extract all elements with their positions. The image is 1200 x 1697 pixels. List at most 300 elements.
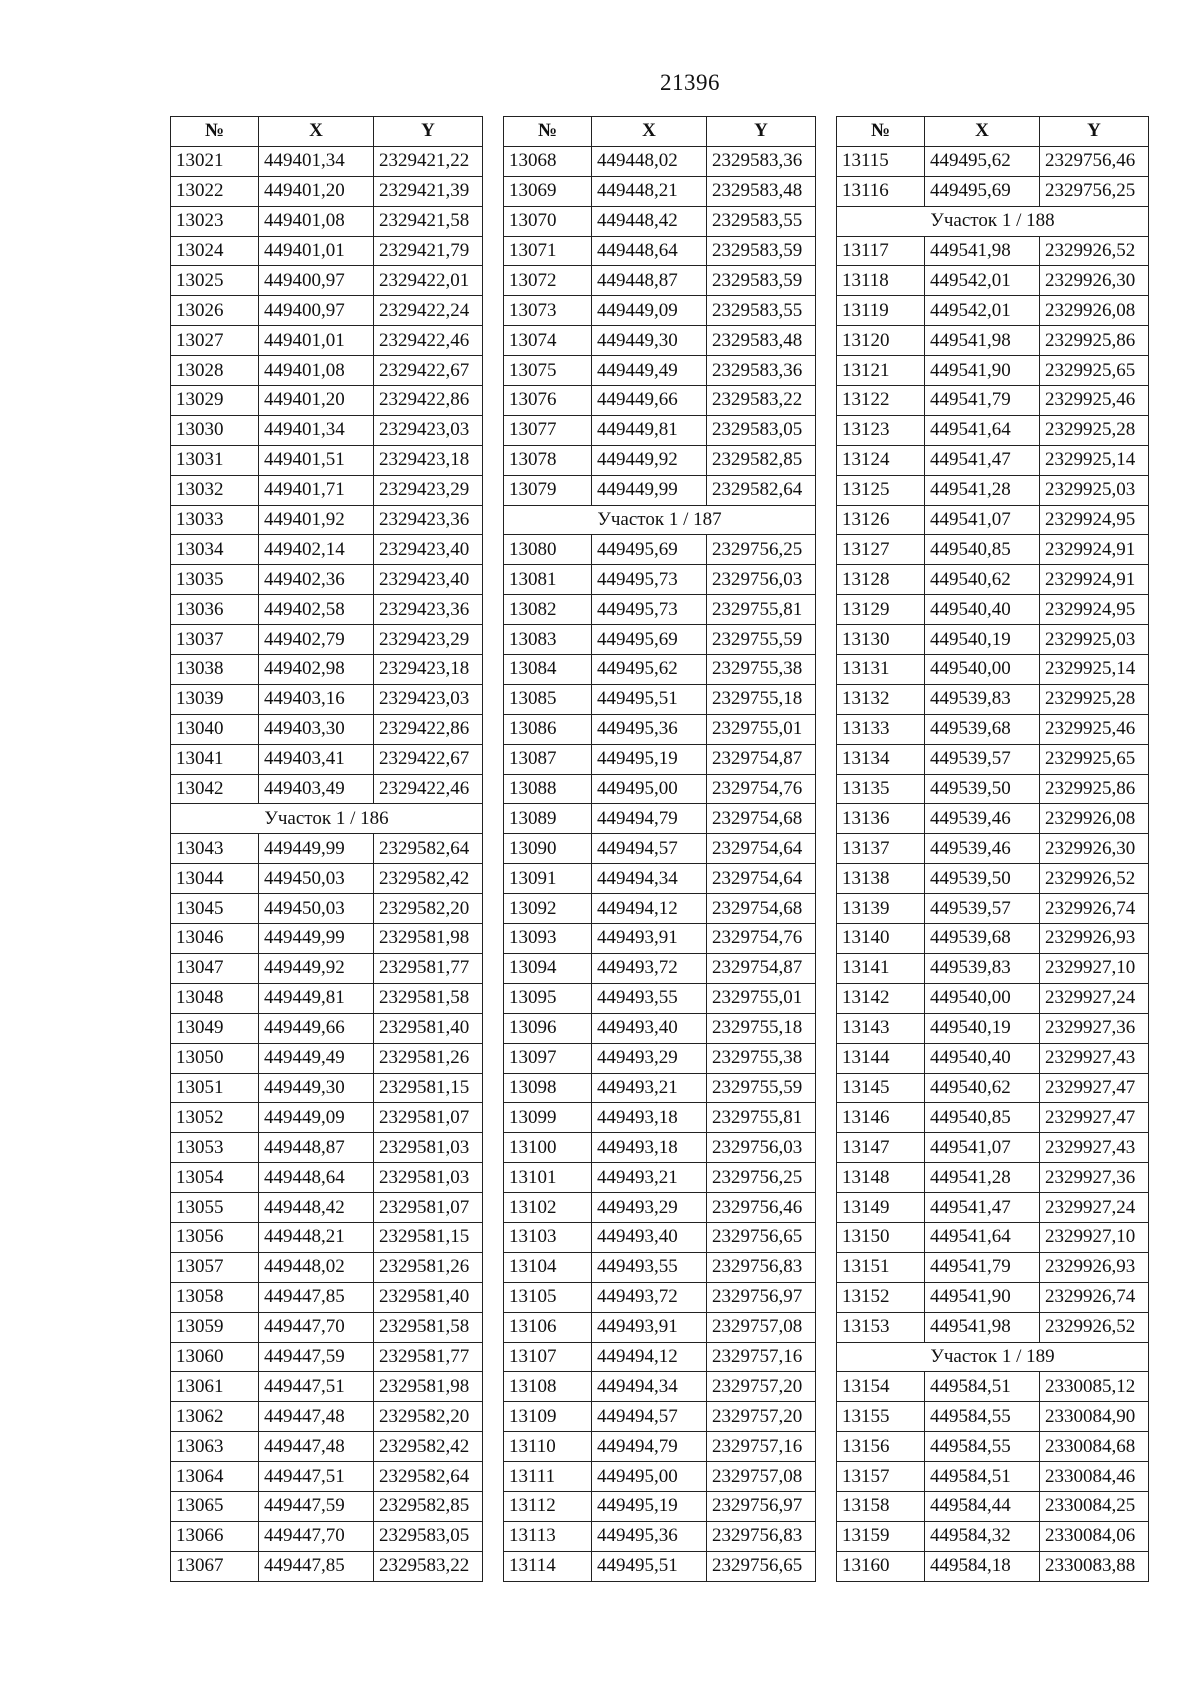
cell-y: 2329926,08	[1040, 804, 1149, 834]
table-row	[837, 565, 1149, 595]
table-row	[171, 206, 483, 236]
cell-number: 13134	[837, 744, 925, 774]
cell-x: 449493,29	[592, 1193, 707, 1223]
cell-y: 2329755,01	[707, 983, 816, 1013]
table-row	[837, 804, 1149, 834]
table-row	[171, 1013, 483, 1043]
cell-x: 449541,64	[925, 1222, 1040, 1252]
cell-x: 449449,81	[592, 415, 707, 445]
cell-number: 13101	[504, 1163, 592, 1193]
table-row	[504, 1342, 816, 1372]
cell-y: 2329926,74	[1040, 894, 1149, 924]
cell-x: 449495,62	[925, 146, 1040, 176]
table-row	[504, 894, 816, 924]
cell-number: 13129	[837, 595, 925, 625]
table-row	[504, 1013, 816, 1043]
cell-y: 2329925,46	[1040, 714, 1149, 744]
table-row	[504, 206, 816, 236]
table-row	[171, 1402, 483, 1432]
cell-y: 2329757,20	[707, 1372, 816, 1402]
table-row	[171, 1193, 483, 1223]
cell-number: 13092	[504, 894, 592, 924]
cell-x: 449493,91	[592, 1312, 707, 1342]
cell-y: 2329754,87	[707, 953, 816, 983]
table-row	[171, 1342, 483, 1372]
cell-y: 2329422,24	[374, 296, 483, 326]
cell-x: 449449,92	[592, 445, 707, 475]
cell-x: 449495,00	[592, 774, 707, 804]
cell-number: 13110	[504, 1432, 592, 1462]
cell-number: 13070	[504, 206, 592, 236]
cell-number: 13095	[504, 983, 592, 1013]
cell-number: 13127	[837, 535, 925, 565]
table-row	[504, 1133, 816, 1163]
cell-number: 13099	[504, 1103, 592, 1133]
cell-y: 2329582,20	[374, 894, 483, 924]
cell-y: 2329423,18	[374, 445, 483, 475]
table-header-row	[171, 117, 483, 147]
cell-number: 13138	[837, 864, 925, 894]
cell-number: 13125	[837, 475, 925, 505]
cell-x: 449541,47	[925, 1193, 1040, 1223]
table-row	[837, 146, 1149, 176]
cell-y: 2329423,03	[374, 684, 483, 714]
section-title: Участок 1 / 188	[837, 206, 1149, 236]
cell-x: 449402,79	[259, 625, 374, 655]
section-title: Участок 1 / 189	[837, 1342, 1149, 1372]
cell-x: 449447,70	[259, 1521, 374, 1551]
cell-x: 449541,47	[925, 445, 1040, 475]
cell-x: 449447,48	[259, 1402, 374, 1432]
cell-x: 449493,91	[592, 924, 707, 954]
cell-x: 449400,97	[259, 266, 374, 296]
cell-x: 449493,40	[592, 1013, 707, 1043]
cell-x: 449401,01	[259, 326, 374, 356]
cell-y: 2329581,07	[374, 1103, 483, 1133]
cell-y: 2329757,20	[707, 1402, 816, 1432]
cell-number: 13090	[504, 834, 592, 864]
cell-number: 13067	[171, 1551, 259, 1581]
cell-y: 2329755,81	[707, 595, 816, 625]
cell-number: 13107	[504, 1342, 592, 1372]
cell-x: 449450,03	[259, 894, 374, 924]
section-row	[837, 1342, 1149, 1372]
cell-x: 449449,09	[592, 296, 707, 326]
table-row	[504, 326, 816, 356]
cell-number: 13126	[837, 505, 925, 535]
cell-number: 13034	[171, 535, 259, 565]
cell-number: 13091	[504, 864, 592, 894]
table-row	[504, 445, 816, 475]
table-row	[171, 983, 483, 1013]
cell-y: 2329423,29	[374, 625, 483, 655]
cell-y: 2329754,76	[707, 774, 816, 804]
cell-y: 2329583,48	[707, 326, 816, 356]
cell-number: 13093	[504, 924, 592, 954]
cell-number: 13052	[171, 1103, 259, 1133]
cell-number: 13115	[837, 146, 925, 176]
table-row	[837, 1372, 1149, 1402]
cell-x: 449539,50	[925, 864, 1040, 894]
cell-x: 449449,99	[592, 475, 707, 505]
table-row	[837, 535, 1149, 565]
cell-y: 2329757,16	[707, 1342, 816, 1372]
cell-y: 2329926,08	[1040, 296, 1149, 326]
cell-y: 2329756,83	[707, 1252, 816, 1282]
cell-number: 13071	[504, 236, 592, 266]
cell-number: 13039	[171, 684, 259, 714]
cell-number: 13031	[171, 445, 259, 475]
column-header-x: X	[259, 117, 374, 147]
table-row	[171, 266, 483, 296]
section-row	[171, 804, 483, 834]
cell-y: 2329756,46	[1040, 146, 1149, 176]
table-row	[504, 1402, 816, 1432]
cell-x: 449448,21	[592, 176, 707, 206]
table-row	[504, 1521, 816, 1551]
column-header-y: Y	[1040, 117, 1149, 147]
table-row	[504, 565, 816, 595]
cell-number: 13094	[504, 953, 592, 983]
cell-number: 13133	[837, 714, 925, 744]
cell-x: 449493,21	[592, 1073, 707, 1103]
cell-number: 13053	[171, 1133, 259, 1163]
cell-y: 2329422,67	[374, 744, 483, 774]
cell-y: 2329583,36	[707, 356, 816, 386]
cell-number: 13073	[504, 296, 592, 326]
section-row	[504, 505, 816, 535]
section-row	[837, 206, 1149, 236]
cell-number: 13088	[504, 774, 592, 804]
table-row	[837, 1462, 1149, 1492]
cell-number: 13059	[171, 1312, 259, 1342]
cell-x: 449400,97	[259, 296, 374, 326]
table-row	[504, 595, 816, 625]
cell-x: 449495,00	[592, 1462, 707, 1492]
cell-number: 13151	[837, 1252, 925, 1282]
cell-x: 449401,20	[259, 176, 374, 206]
table-row	[837, 356, 1149, 386]
cell-number: 13098	[504, 1073, 592, 1103]
table-row	[171, 744, 483, 774]
cell-x: 449447,70	[259, 1312, 374, 1342]
table-row	[171, 1222, 483, 1252]
cell-x: 449403,16	[259, 684, 374, 714]
cell-x: 449541,79	[925, 386, 1040, 416]
cell-y: 2329581,77	[374, 953, 483, 983]
table-row	[171, 326, 483, 356]
cell-number: 13044	[171, 864, 259, 894]
cell-x: 449494,12	[592, 894, 707, 924]
cell-x: 449495,36	[592, 714, 707, 744]
cell-y: 2329924,91	[1040, 535, 1149, 565]
table-row	[504, 774, 816, 804]
table-row	[504, 1222, 816, 1252]
cell-x: 449401,20	[259, 386, 374, 416]
table-row	[837, 1103, 1149, 1133]
cell-y: 2330084,25	[1040, 1491, 1149, 1521]
table-row	[171, 774, 483, 804]
cell-number: 13128	[837, 565, 925, 595]
cell-x: 449584,51	[925, 1462, 1040, 1492]
cell-number: 13023	[171, 206, 259, 236]
cell-x: 449540,19	[925, 1013, 1040, 1043]
cell-y: 2329421,22	[374, 146, 483, 176]
cell-x: 449493,18	[592, 1133, 707, 1163]
table-row	[837, 1312, 1149, 1342]
cell-x: 449449,92	[259, 953, 374, 983]
table-row	[837, 774, 1149, 804]
table-row	[837, 266, 1149, 296]
cell-number: 13038	[171, 655, 259, 685]
table-row	[837, 953, 1149, 983]
table-row	[504, 1282, 816, 1312]
cell-number: 13025	[171, 266, 259, 296]
cell-number: 13130	[837, 625, 925, 655]
cell-number: 13123	[837, 415, 925, 445]
cell-x: 449494,57	[592, 834, 707, 864]
cell-y: 2329422,67	[374, 356, 483, 386]
cell-y: 2329757,08	[707, 1462, 816, 1492]
cell-y: 2330085,12	[1040, 1372, 1149, 1402]
cell-y: 2329754,87	[707, 744, 816, 774]
table-row	[504, 236, 816, 266]
table-row	[504, 415, 816, 445]
table-row	[504, 1073, 816, 1103]
table-row	[837, 1133, 1149, 1163]
table-row	[837, 924, 1149, 954]
cell-number: 13141	[837, 953, 925, 983]
cell-number: 13049	[171, 1013, 259, 1043]
cell-number: 13065	[171, 1491, 259, 1521]
cell-x: 449539,57	[925, 744, 1040, 774]
cell-number: 13116	[837, 176, 925, 206]
table-row	[504, 804, 816, 834]
cell-y: 2329754,76	[707, 924, 816, 954]
table-row	[171, 714, 483, 744]
cell-x: 449542,01	[925, 266, 1040, 296]
coordinate-table-3	[836, 116, 1149, 1582]
cell-number: 13035	[171, 565, 259, 595]
table-row	[837, 834, 1149, 864]
table-row	[171, 505, 483, 535]
cell-number: 13021	[171, 146, 259, 176]
table-row	[504, 1491, 816, 1521]
cell-x: 449403,49	[259, 774, 374, 804]
cell-y: 2329583,05	[374, 1521, 483, 1551]
table-row	[504, 744, 816, 774]
table-row	[837, 894, 1149, 924]
column-header-no: №	[504, 117, 592, 147]
cell-x: 449448,21	[259, 1222, 374, 1252]
cell-x: 449495,73	[592, 595, 707, 625]
cell-number: 13029	[171, 386, 259, 416]
table-row	[171, 864, 483, 894]
cell-y: 2330083,88	[1040, 1551, 1149, 1581]
cell-y: 2329926,52	[1040, 236, 1149, 266]
table-row	[837, 296, 1149, 326]
cell-y: 2329927,43	[1040, 1043, 1149, 1073]
cell-x: 449494,12	[592, 1342, 707, 1372]
cell-x: 449447,51	[259, 1372, 374, 1402]
cell-y: 2329925,03	[1040, 625, 1149, 655]
cell-y: 2329581,15	[374, 1073, 483, 1103]
cell-y: 2329581,40	[374, 1013, 483, 1043]
table-row	[171, 1282, 483, 1312]
cell-y: 2329581,26	[374, 1252, 483, 1282]
cell-number: 13143	[837, 1013, 925, 1043]
cell-number: 13146	[837, 1103, 925, 1133]
table-row	[837, 475, 1149, 505]
cell-y: 2329423,40	[374, 565, 483, 595]
cell-x: 449584,55	[925, 1432, 1040, 1462]
cell-x: 449540,40	[925, 595, 1040, 625]
cell-x: 449541,98	[925, 1312, 1040, 1342]
cell-number: 13054	[171, 1163, 259, 1193]
cell-x: 449540,85	[925, 535, 1040, 565]
table-row	[171, 475, 483, 505]
cell-x: 449447,59	[259, 1491, 374, 1521]
cell-y: 2329927,47	[1040, 1103, 1149, 1133]
cell-number: 13056	[171, 1222, 259, 1252]
table-row	[171, 595, 483, 625]
table-row	[504, 1312, 816, 1342]
cell-x: 449495,19	[592, 1491, 707, 1521]
cell-x: 449495,69	[592, 625, 707, 655]
cell-y: 2329756,65	[707, 1222, 816, 1252]
cell-number: 13113	[504, 1521, 592, 1551]
cell-number: 13139	[837, 894, 925, 924]
cell-x: 449541,07	[925, 505, 1040, 535]
cell-number: 13144	[837, 1043, 925, 1073]
cell-y: 2329423,40	[374, 535, 483, 565]
cell-y: 2329583,05	[707, 415, 816, 445]
cell-number: 13077	[504, 415, 592, 445]
table-row	[504, 684, 816, 714]
cell-x: 449401,71	[259, 475, 374, 505]
table-row	[171, 1043, 483, 1073]
cell-x: 449402,98	[259, 655, 374, 685]
cell-y: 2329926,74	[1040, 1282, 1149, 1312]
cell-x: 449493,29	[592, 1043, 707, 1073]
cell-number: 13040	[171, 714, 259, 744]
cell-x: 449494,34	[592, 864, 707, 894]
cell-x: 449447,85	[259, 1551, 374, 1581]
cell-y: 2329583,22	[707, 386, 816, 416]
cell-y: 2329581,15	[374, 1222, 483, 1252]
cell-x: 449448,42	[592, 206, 707, 236]
cell-x: 449584,44	[925, 1491, 1040, 1521]
cell-number: 13086	[504, 714, 592, 744]
cell-x: 449540,62	[925, 1073, 1040, 1103]
cell-x: 449494,34	[592, 1372, 707, 1402]
cell-y: 2329755,01	[707, 714, 816, 744]
cell-x: 449540,62	[925, 565, 1040, 595]
cell-y: 2329925,03	[1040, 475, 1149, 505]
table-row	[504, 535, 816, 565]
table-row	[504, 924, 816, 954]
cell-number: 13022	[171, 176, 259, 206]
cell-number: 13041	[171, 744, 259, 774]
cell-number: 13061	[171, 1372, 259, 1402]
table-row	[171, 386, 483, 416]
cell-y: 2329421,58	[374, 206, 483, 236]
cell-x: 449540,85	[925, 1103, 1040, 1133]
cell-number: 13081	[504, 565, 592, 595]
cell-y: 2329582,20	[374, 1402, 483, 1432]
cell-number: 13082	[504, 595, 592, 625]
cell-x: 449448,42	[259, 1193, 374, 1223]
cell-number: 13032	[171, 475, 259, 505]
cell-number: 13159	[837, 1521, 925, 1551]
cell-number: 13026	[171, 296, 259, 326]
cell-y: 2329423,03	[374, 415, 483, 445]
cell-number: 13137	[837, 834, 925, 864]
table-row	[171, 655, 483, 685]
cell-number: 13055	[171, 1193, 259, 1223]
cell-y: 2329757,16	[707, 1432, 816, 1462]
cell-y: 2329926,93	[1040, 1252, 1149, 1282]
cell-number: 13104	[504, 1252, 592, 1282]
coordinate-table-2	[503, 116, 816, 1582]
cell-x: 449449,81	[259, 983, 374, 1013]
cell-x: 449449,99	[259, 834, 374, 864]
cell-number: 13069	[504, 176, 592, 206]
cell-x: 449539,46	[925, 804, 1040, 834]
cell-number: 13157	[837, 1462, 925, 1492]
cell-x: 449448,64	[592, 236, 707, 266]
table-row	[837, 1491, 1149, 1521]
cell-y: 2329581,58	[374, 1312, 483, 1342]
table-row	[504, 266, 816, 296]
cell-x: 449448,02	[259, 1252, 374, 1282]
coordinate-table-1	[170, 116, 483, 1582]
cell-x: 449539,50	[925, 774, 1040, 804]
cell-number: 13149	[837, 1193, 925, 1223]
table-row	[171, 834, 483, 864]
table-row	[837, 864, 1149, 894]
table-row	[837, 505, 1149, 535]
cell-y: 2329581,26	[374, 1043, 483, 1073]
cell-x: 449541,28	[925, 475, 1040, 505]
cell-number: 13121	[837, 356, 925, 386]
cell-y: 2329756,46	[707, 1193, 816, 1223]
cell-number: 13068	[504, 146, 592, 176]
cell-number: 13150	[837, 1222, 925, 1252]
cell-x: 449449,66	[259, 1013, 374, 1043]
cell-x: 449447,85	[259, 1282, 374, 1312]
cell-number: 13051	[171, 1073, 259, 1103]
table-row	[504, 655, 816, 685]
table-row	[171, 1432, 483, 1462]
cell-number: 13048	[171, 983, 259, 1013]
cell-y: 2329924,95	[1040, 595, 1149, 625]
cell-x: 449541,98	[925, 236, 1040, 266]
cell-x: 449495,51	[592, 1551, 707, 1581]
table-row	[171, 445, 483, 475]
cell-y: 2330084,46	[1040, 1462, 1149, 1492]
cell-y: 2329583,22	[374, 1551, 483, 1581]
table-row	[171, 1133, 483, 1163]
cell-number: 13050	[171, 1043, 259, 1073]
cell-y: 2329756,83	[707, 1521, 816, 1551]
cell-y: 2329422,46	[374, 326, 483, 356]
table-row	[171, 1073, 483, 1103]
cell-y: 2329755,18	[707, 1013, 816, 1043]
cell-x: 449448,64	[259, 1163, 374, 1193]
cell-number: 13145	[837, 1073, 925, 1103]
table-row	[171, 146, 483, 176]
